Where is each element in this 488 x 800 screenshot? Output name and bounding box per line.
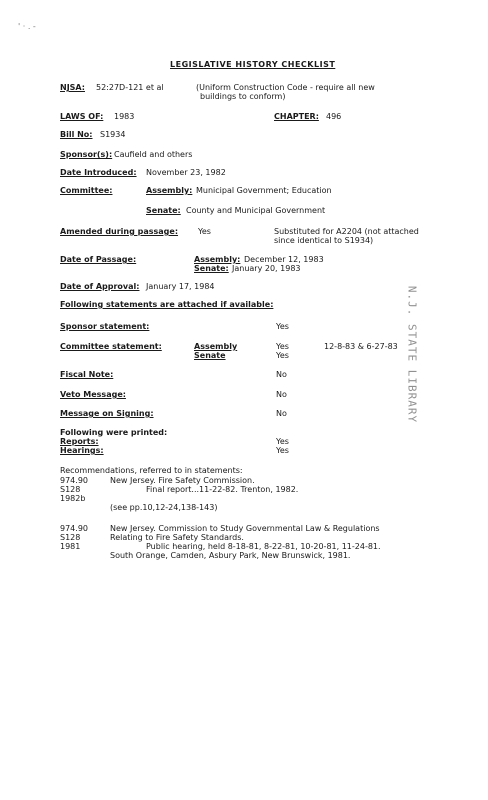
signing-message-value: No: [276, 409, 287, 418]
committee-senate-value: County and Municipal Government: [186, 206, 326, 215]
corner-marks: ' · . -: [18, 22, 36, 31]
ref2-line-3: Public hearing, held 8-18-81, 8-22-81, 10-20-81, 11-24-81.: [146, 542, 381, 551]
ref2-call-2: S128: [60, 533, 81, 542]
committee-statement-label: Committee statement:: [60, 342, 162, 351]
committee-assembly-label: Assembly:: [146, 186, 193, 195]
sponsors-label: Sponsor(s):: [60, 150, 113, 159]
committee-statement-assembly-date: 12-8-83 & 6-27-83: [324, 342, 398, 351]
laws-label: LAWS OF:: [60, 112, 104, 121]
committee-statement-senate-label: Senate: [194, 351, 226, 360]
passage-label: Date of Passage:: [60, 255, 137, 264]
passage-assembly-value: December 12, 1983: [244, 255, 324, 264]
ref2-line-4: South Orange, Camden, Asbury Park, New Brunswick, 1981.: [110, 551, 351, 560]
library-stamp: [402, 238, 438, 470]
amended-label: Amended during passage:: [60, 227, 179, 236]
ref1-line-1: New Jersey. Fire Safety Commission.: [110, 476, 255, 485]
introduced-label: Date Introduced:: [60, 168, 137, 177]
amended-note-2: since identical to S1934): [274, 236, 374, 245]
fiscal-note-label: Fiscal Note:: [60, 370, 114, 379]
ref2-line-1: New Jersey. Commission to Study Governmental Law & Regulations: [110, 524, 380, 533]
attached-heading: Following statements are attached if available:: [60, 300, 274, 309]
amended-note-1: Substituted for A2204 (not attached: [274, 227, 419, 236]
chapter-label: CHAPTER:: [274, 112, 319, 121]
page-title: LEGISLATIVE HISTORY CHECKLIST: [170, 60, 336, 69]
committee-statement-assembly-value: Yes: [276, 342, 289, 351]
printed-heading: Following were printed:: [60, 428, 168, 437]
library-stamp-text: N.J. STATE LIBRARY: [405, 285, 419, 424]
committee-senate-label: Senate:: [146, 206, 181, 215]
ref2-call-3: 1981: [60, 542, 81, 551]
veto-message-label: Veto Message:: [60, 390, 126, 399]
reports-value: Yes: [276, 437, 289, 446]
chapter-value: 496: [326, 112, 342, 121]
ref1-line-3: (see pp.10,12-24,138-143): [110, 503, 218, 512]
bill-value: S1934: [100, 130, 126, 139]
approval-label: Date of Approval:: [60, 282, 140, 291]
sponsor-statement-label: Sponsor statement:: [60, 322, 150, 331]
sponsors-value: Caufield and others: [114, 150, 193, 159]
ref2-line-2: Relating to Fire Safety Standards.: [110, 533, 244, 542]
ref1-line-2: Final report...11-22-82. Trenton, 1982.: [146, 485, 299, 494]
bill-label: Bill No:: [60, 130, 93, 139]
passage-senate-value: January 20, 1983: [232, 264, 301, 273]
sponsor-statement-value: Yes: [276, 322, 289, 331]
approval-value: January 17, 1984: [146, 282, 215, 291]
reports-label: Reports:: [60, 437, 99, 446]
ref1-call-1: 974.90: [60, 476, 88, 485]
veto-message-value: No: [276, 390, 287, 399]
njsa-label: NJSA:: [60, 83, 85, 92]
hearings-value: Yes: [276, 446, 289, 455]
passage-senate-label: Senate:: [194, 264, 229, 273]
committee-assembly-value: Municipal Government; Education: [196, 186, 332, 195]
passage-assembly-label: Assembly:: [194, 255, 241, 264]
njsa-note-1: (Uniform Construction Code - require all new: [196, 83, 375, 92]
ref2-call-1: 974.90: [60, 524, 88, 533]
hearings-label: Hearings:: [60, 446, 104, 455]
introduced-value: November 23, 1982: [146, 168, 226, 177]
laws-value: 1983: [114, 112, 135, 121]
njsa-note-2: buildings to conform): [200, 92, 286, 101]
recommendations-heading: Recommendations, referred to in statements:: [60, 466, 243, 475]
ref1-call-3: 1982b: [60, 494, 86, 503]
signing-message-label: Message on Signing:: [60, 409, 154, 418]
committee-statement-assembly-label: Assembly: [194, 342, 238, 351]
njsa-value: 52:27D-121 et al: [96, 83, 164, 92]
committee-label: Committee:: [60, 186, 113, 195]
amended-value: Yes: [198, 227, 211, 236]
fiscal-note-value: No: [276, 370, 287, 379]
ref1-call-2: S128: [60, 485, 81, 494]
committee-statement-senate-value: Yes: [276, 351, 289, 360]
